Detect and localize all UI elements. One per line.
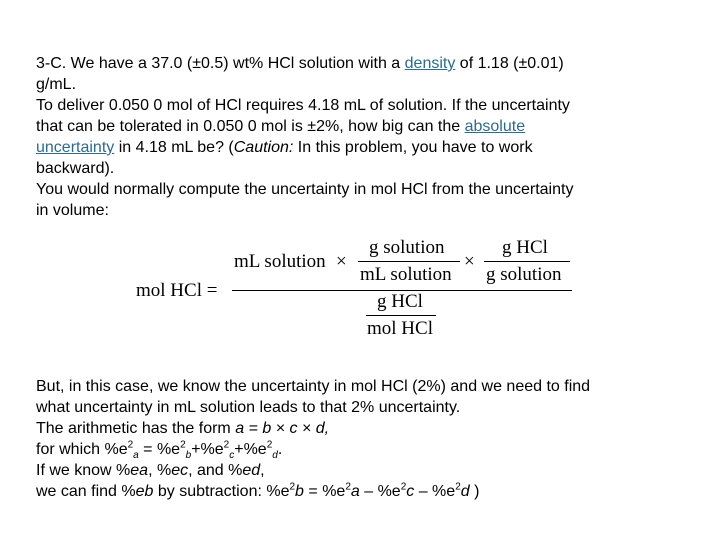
problem-line-2: g/mL. xyxy=(36,76,77,93)
formula-times-2: × xyxy=(464,251,475,272)
explanation-line-1: But, in this case, we know the uncertainty in mol HCl (2%) and we need to find xyxy=(36,378,591,395)
density-link[interactable]: density xyxy=(404,55,456,72)
problem-line-1: 3-C. We have a 37.0 (±0.5) wt% HCl solution with a density of 1.18 (±0.01) xyxy=(36,55,564,72)
problem-line-7: You would normally compute the uncertainty in mol HCl from the uncertainty xyxy=(36,181,574,198)
absolute-uncertainty-link-part2[interactable]: uncertainty xyxy=(36,139,115,156)
explanation-text xyxy=(36,376,676,502)
caution-label: Caution: xyxy=(233,139,294,156)
formula-frac1-denominator: mL solution xyxy=(360,264,452,285)
explanation-line-5: If we know %ea, %ec, and %ed, xyxy=(36,462,265,479)
problem-line-3: To deliver 0.050 0 mol of HCl requires 4.18 mL of solution. If the uncertainty xyxy=(36,97,570,114)
explanation-line-3: The arithmetic has the form a = b × c × d, xyxy=(36,420,330,437)
problem-line-8: in volume: xyxy=(36,202,109,219)
formula-times-1: × xyxy=(336,251,347,272)
formula-frac2-numerator: g HCl xyxy=(502,237,548,258)
formula-big-den-bar xyxy=(366,315,436,316)
problem-line-6: backward). xyxy=(36,160,115,177)
problem-line-5: uncertainty in 4.18 mL be? (Caution: In this problem, you have to work xyxy=(36,139,533,156)
formula-lhs: mol HCl = xyxy=(136,280,218,301)
explanation-line-6: we can find %eb by subtraction: $\%e^2b = \%e^2a - \%e^2c - \%e^2d$ ) xyxy=(36,481,480,500)
explanation-line-2: what uncertainty in mL solution leads to that 2% uncertainty. xyxy=(36,399,461,416)
formula-frac2-denominator: g solution xyxy=(486,264,562,285)
formula-frac1-numerator: g solution xyxy=(369,237,445,258)
formula-frac1-bar xyxy=(358,261,460,262)
formula-big-den-numerator: g HCl xyxy=(377,291,423,312)
formula-frac2-bar xyxy=(484,261,570,262)
problem-line-4: that can be tolerated in 0.050 0 mol is ±2%, how big can the absolute xyxy=(36,118,526,135)
formula-term-ml-solution: mL solution xyxy=(234,251,326,272)
absolute-uncertainty-link-part1[interactable]: absolute xyxy=(464,118,526,135)
formula-big-den-denominator: mol HCl xyxy=(367,318,433,339)
explanation-line-4: for which $\%e^2_a = \%e^2_b+\%e^2_c+\%e^2_d$. xyxy=(36,439,283,462)
